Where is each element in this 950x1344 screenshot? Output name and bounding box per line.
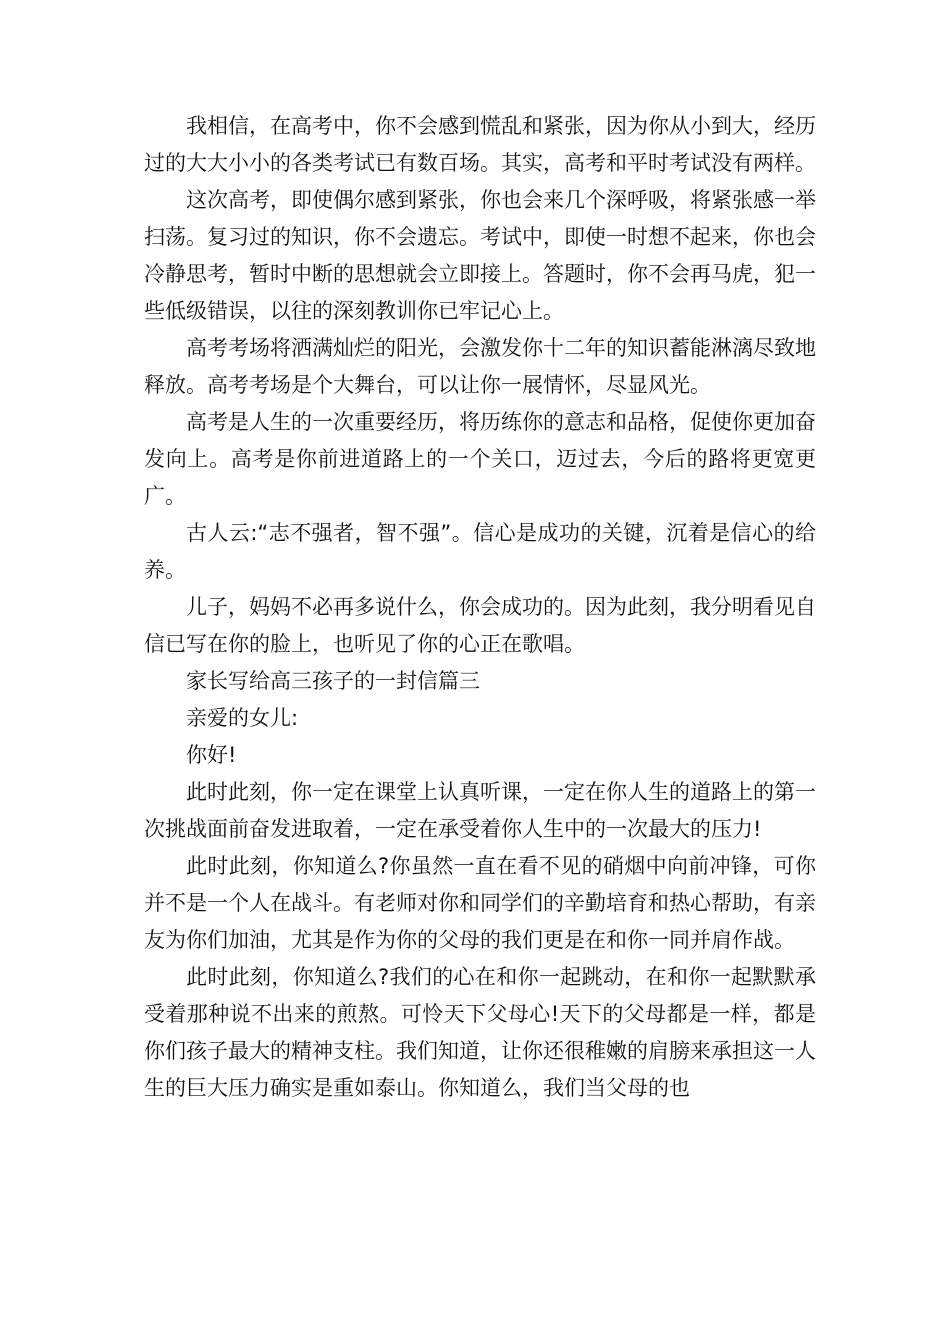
paragraph: 这次高考，即使偶尔感到紧张，你也会来几个深呼吸，将紧张感一举扫荡。复习过的知识，你不会遗忘。考试中，即使一时想不起来，你也会冷静思考，暂时中断的思想就会立即接上。答题时，你不会再马虎，犯一些低级错误，以往的深刻教训你已牢记心上。 [144,188,816,323]
paragraph: 我相信，在高考中，你不会感到慌乱和紧张，因为你从小到大，经历过的大大小小的各类考试已有数百场。其实，高考和平时考试没有两样。 [144,114,816,175]
paragraph: 此时此刻，你一定在课堂上认真听课，一定在你人生的道路上的第一次挑战面前奋发进取着，一定在承受着你人生中的一次最大的压力! [144,780,816,841]
paragraph: 此时此刻，你知道么?你虽然一直在看不见的硝烟中向前冲锋，可你并不是一个人在战斗。有老师对你和同学们的辛勤培育和热心帮助，有亲友为你们加油，尤其是作为你的父母的我们更是在和你一同并肩作战。 [144,854,816,952]
paragraph: 儿子，妈妈不必再多说什么，你会成功的。因为此刻，我分明看见自信已写在你的脸上，也听见了你的心正在歌唱。 [144,595,816,656]
letter-salutation: 亲爱的女儿: [186,706,299,730]
letter-greeting: 你好! [186,743,237,767]
section-heading: 家长写给高三孩子的一封信篇三 [186,669,480,693]
document-body [144,108,816,1107]
paragraph: 高考考场将洒满灿烂的阳光，会激发你十二年的知识蓄能淋漓尽致地释放。高考考场是个大舞台，可以让你一展情怀，尽显风光。 [144,336,816,397]
paragraph: 此时此刻，你知道么?我们的心在和你一起跳动，在和你一起默默承受着那种说不出来的煎熬。可怜天下父母心!天下的父母都是一样，都是你们孩子最大的精神支柱。我们知道，让你还很稚嫩的肩膀来承担这一人生的巨大压力确实是重如泰山。你知道么，我们当父母的也 [144,965,816,1100]
paragraph: 古人云:“志不强者，智不强”。信心是成功的关键，沉着是信心的给养。 [144,521,816,582]
paragraph: 高考是人生的一次重要经历，将历练你的意志和品格，促使你更加奋发向上。高考是你前进道路上的一个关口，迈过去，今后的路将更宽更广。 [144,410,816,508]
